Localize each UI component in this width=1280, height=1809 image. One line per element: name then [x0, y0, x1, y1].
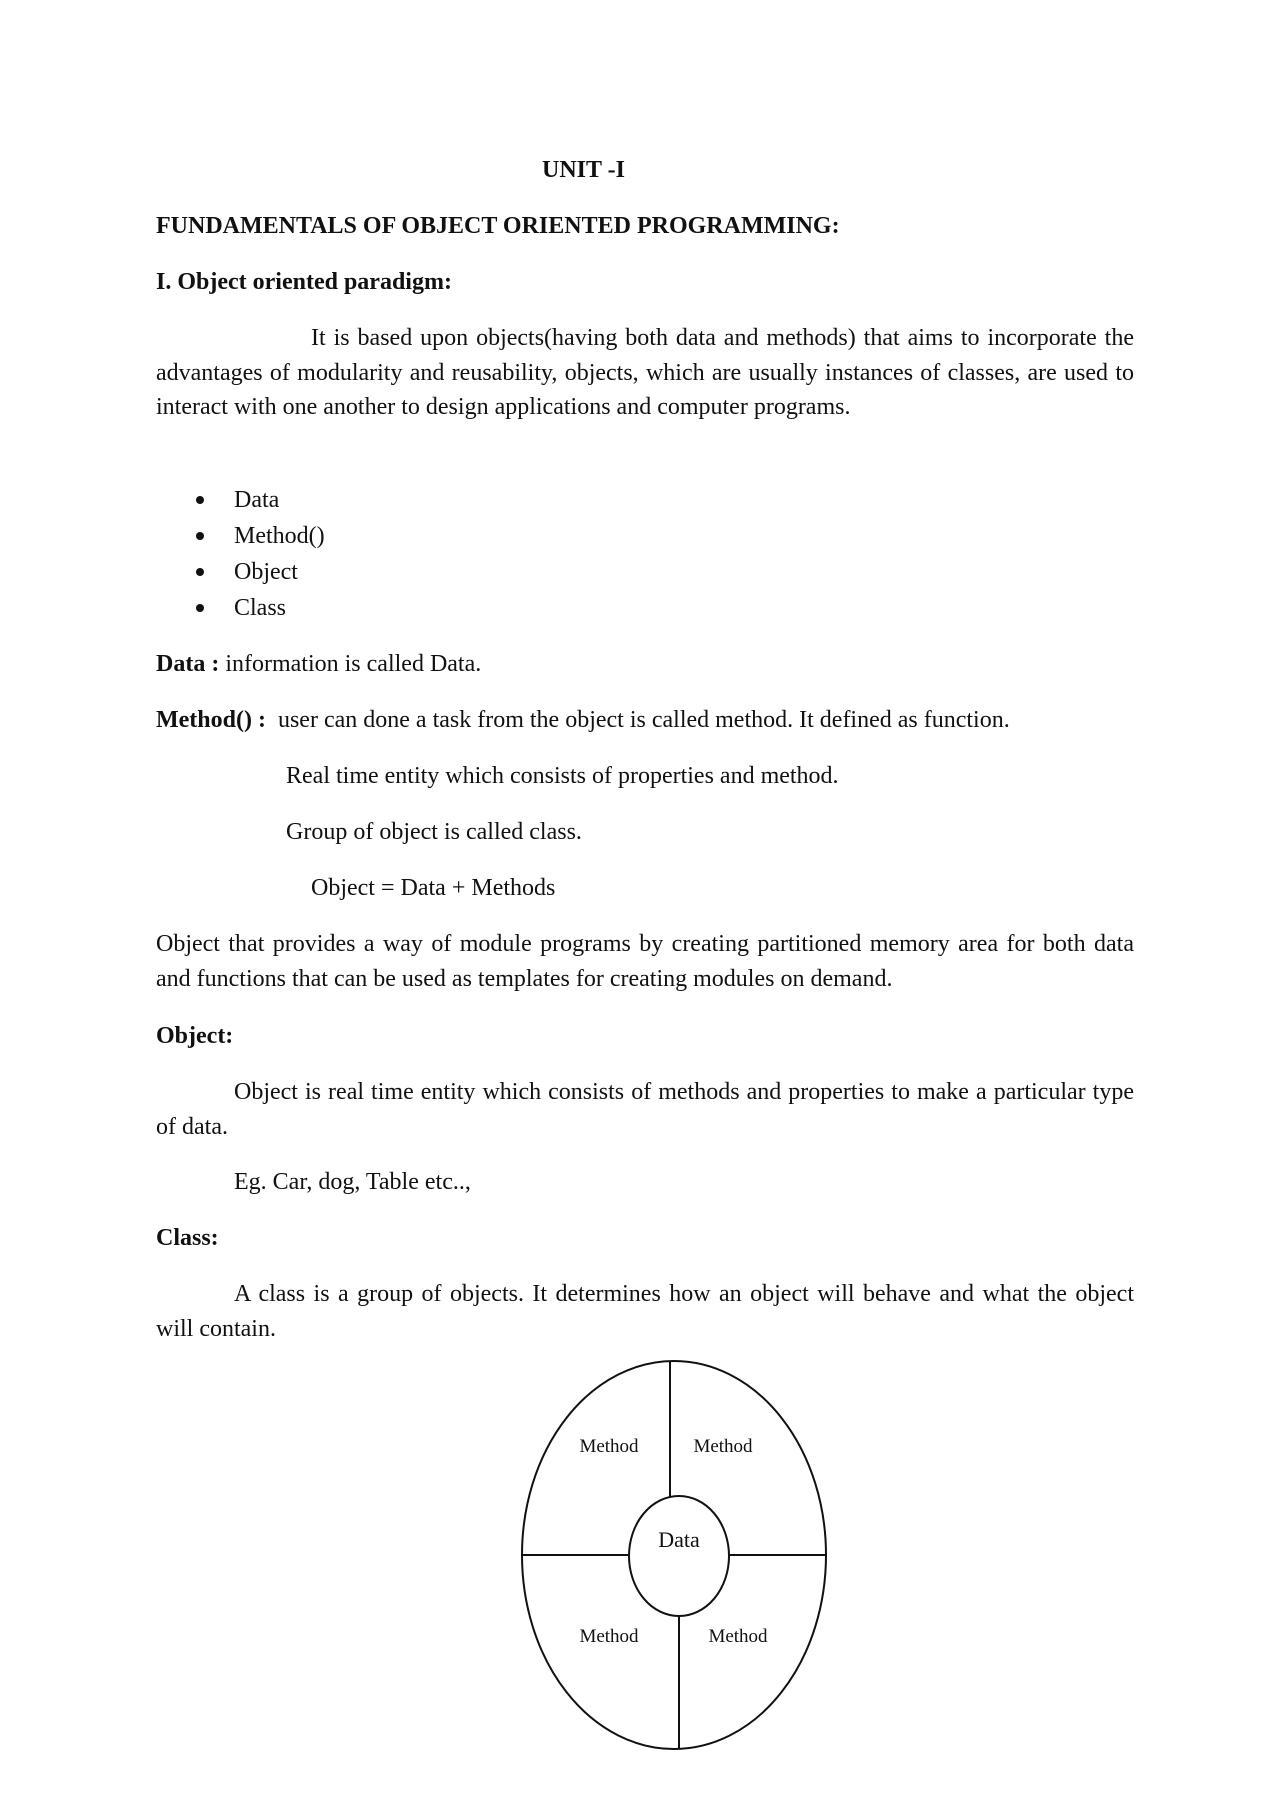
class-line: Group of object is called class.: [286, 819, 582, 845]
object-example: Eg. Car, dog, Table etc..,: [234, 1169, 471, 1195]
formula: Object = Data + Methods: [311, 875, 556, 901]
diagram-method-label: Method: [579, 1436, 639, 1457]
diagram-method-label: Method: [708, 1626, 768, 1647]
data-inner-ellipse: [629, 1496, 729, 1616]
diagram-method-label: Method: [579, 1626, 639, 1647]
object-line: Real time entity which consists of properties and method.: [286, 763, 839, 789]
class-heading: Class:: [156, 1225, 219, 1251]
object-heading: Object:: [156, 1023, 234, 1049]
data-term: Data :: [156, 651, 220, 677]
unit-title: UNIT -I: [542, 157, 625, 183]
object-text: Object is real time entity which consists of methods and properties to make a particular type of data.: [156, 1079, 1134, 1140]
method-term: Method() :: [156, 707, 266, 733]
chapter-title: FUNDAMENTALS OF OBJECT ORIENTED PROGRAMMING:: [156, 213, 840, 239]
class-text: A class is a group of objects. It determines how an object will behave and what the object will contain.: [156, 1281, 1134, 1342]
document-page: UNIT -I FUNDAMENTALS OF OBJECT ORIENTED PROGRAMMING: I. Object oriented paradigm: It is based upon objects(having both data and methods) that aims to incorporate the advantages of modularity and reusability, objects, which are usually instances of classes, are used to interact with one another to design applications and computer programs. Data Method() Object Class Data : information is called Data. Method() : user can done a task from the object is called method. It defined as function. Real time entity which consists of properties and method. Group of object is called class. Object = Data + Methods Object that provides a way of module programs by creating partitioned memory area for both data and functions that can be used as templates for creating modules on demand. Object: Object is real time entity which consists of methods and properties to make a particular type of data. Eg. Car, dog, Table etc.., Class: A class is a group of objects. It determines how an object will behave and what the object will contain. Data Method Method Method Method: [0, 0, 1280, 1809]
diagram-data-label: Data: [658, 1527, 700, 1552]
data-text: information is called Data.: [225, 651, 482, 677]
intro-paragraph: It is based upon objects(having both data and methods) that aims to incorporate the advantages of modularity and reusability, objects, which are usually instances of classes, are used to interact with one another to design applications and computer programs.: [156, 325, 1134, 420]
object-paragraph: Object that provides a way of module programs by creating partitioned memory area for both data and functions that can be used as templates for creating modules on demand.: [156, 931, 1134, 992]
diagram-method-label: Method: [693, 1436, 753, 1457]
method-text: user can done a task from the object is called method. It defined as function.: [277, 707, 1010, 733]
section-heading: I. Object oriented paradigm:: [156, 269, 452, 295]
